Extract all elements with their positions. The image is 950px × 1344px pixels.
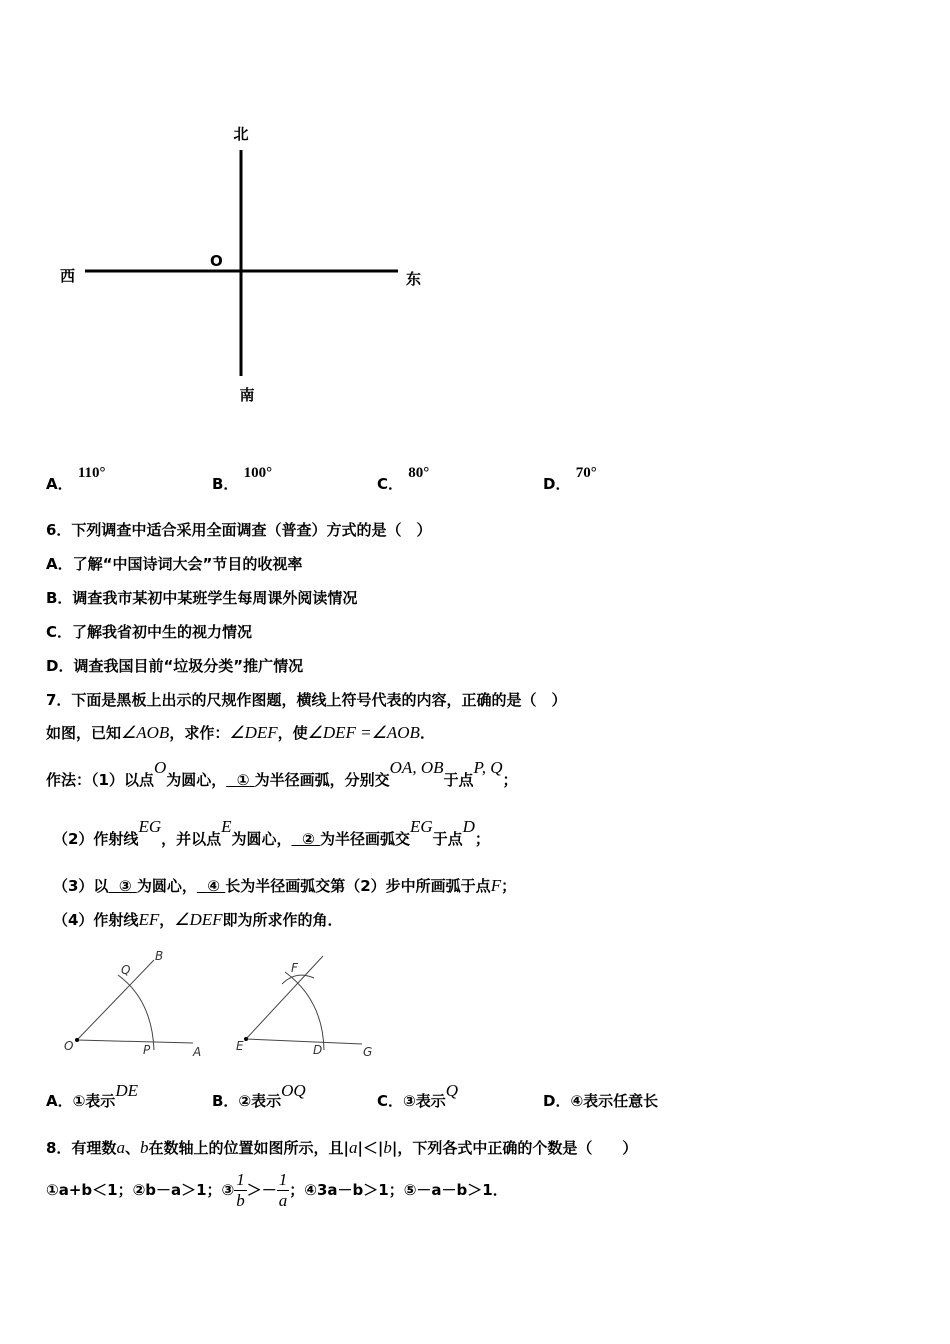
q6-option-c[interactable]: C．了解我省初中生的视力情况	[46, 623, 253, 641]
q5-option-b-value: 100°	[243, 465, 273, 481]
q7-option-a-math: DE	[115, 1081, 138, 1100]
q5-option-a[interactable]	[46, 461, 106, 493]
q7-s4-mid: ，	[159, 911, 175, 929]
q7-option-c[interactable]	[377, 1080, 458, 1110]
q7-s1-rays: OA, OB	[389, 758, 444, 777]
q7-target-angle: ∠DEF	[229, 723, 278, 742]
fig1-label-o: O	[64, 1039, 74, 1053]
q7-s2-ray2: EG	[409, 817, 433, 836]
ray-eg	[246, 1039, 362, 1044]
compass-figure	[0, 0, 950, 420]
q7-s4-angle: ∠DEF	[174, 910, 223, 929]
q7-s1-point-o: O	[153, 758, 167, 777]
q8-stem	[46, 1137, 637, 1158]
compass-origin-label: O	[210, 252, 223, 270]
q7-step1	[46, 757, 518, 789]
q8-items-rest: ；④3a－b＞1；⑤－a－b＞1．	[289, 1181, 508, 1199]
ray-oa	[77, 1040, 193, 1043]
fig1-label-b: B	[155, 949, 164, 963]
q8-stem-mid: 在数轴上的位置如图所示，且|	[148, 1139, 349, 1157]
q6-option-d[interactable]: D．调查我国目前“垃圾分类”推广情况	[46, 657, 304, 675]
arc-fd	[285, 972, 324, 1050]
q7-option-d[interactable]	[543, 1080, 659, 1110]
q5-option-d-label: D．	[543, 475, 571, 493]
q6-option-b[interactable]: B．调查我市某初中某班学生每周课外阅读情况	[46, 589, 358, 607]
q7-s3-blank2-symbol: ④	[207, 877, 220, 895]
q5-option-d[interactable]	[543, 461, 597, 493]
q7-s4-ray: EF	[138, 910, 160, 929]
q7-given-mid: ，求作：	[169, 724, 230, 742]
q7-s3-blank2	[197, 877, 225, 895]
q8-items-part1: ①a+b＜1；②b－a＞1；③	[46, 1181, 235, 1199]
q7-s1-blank-symbol: ①	[236, 771, 250, 789]
q7-given-angle: ∠AOB	[121, 723, 170, 742]
q7-s2-end: ；	[474, 830, 490, 848]
point-o-dot	[75, 1038, 79, 1042]
q7-s3-blank1-symbol: ③	[118, 877, 132, 895]
q7-given-pre: 如图，已知	[46, 724, 122, 742]
compass-east-label: 东	[406, 270, 422, 288]
q7-option-c-label: C．③表示	[377, 1092, 446, 1110]
q7-figure-aob	[64, 949, 201, 1059]
point-e-dot	[244, 1037, 248, 1041]
q5-option-b[interactable]	[212, 461, 273, 493]
q7-s2-blank	[292, 830, 320, 848]
q7-s3-end: ；	[501, 877, 517, 895]
q7-s1-mid: 为圆心，	[166, 771, 227, 789]
q6-stem: 6．下列调查中适合采用全面调查（普查）方式的是（ ）	[46, 521, 432, 539]
q7-s2-mid3: 为半径画弧交	[319, 830, 410, 848]
q8-var-a: a	[116, 1138, 125, 1157]
q5-option-d-value: 70°	[575, 465, 597, 481]
q7-s2-mid: ，并以点	[161, 830, 222, 848]
q7-figure-def	[236, 956, 372, 1059]
q8-fraction-1-over-b	[234, 1170, 247, 1211]
q7-s4-pre: （4）作射线	[53, 911, 139, 929]
q7-equation: ∠DEF =∠AOB	[307, 723, 420, 742]
q7-s1-mid3: 于点	[443, 771, 474, 789]
q7-s1-points: P, Q	[473, 758, 503, 777]
q7-s1-end: ；	[502, 771, 518, 789]
arc-pq	[118, 975, 154, 1050]
fig2-label-e: E	[236, 1039, 244, 1053]
q7-s3-blank1	[108, 877, 136, 895]
q7-given-mid2: ，使	[277, 724, 308, 742]
q5-option-b-label: B．	[212, 475, 239, 493]
q7-s2-point-d: D	[462, 817, 475, 836]
q7-s1-blank	[226, 771, 254, 789]
q7-s2-mid4: 于点	[432, 830, 463, 848]
q8-abs-a: a	[348, 1138, 358, 1157]
ray-ob	[77, 960, 154, 1040]
q5-option-a-value: 110°	[77, 465, 106, 481]
q8-frac2-num: 1	[278, 1170, 288, 1189]
fig2-label-f: F	[291, 961, 298, 975]
q7-option-a[interactable]	[46, 1080, 138, 1110]
q6-option-a[interactable]: A．了解“中国诗词大会”节目的收视率	[46, 555, 303, 573]
fig2-label-g: G	[363, 1045, 373, 1059]
q5-option-a-label: A．	[46, 475, 73, 493]
compass-south-label: 南	[239, 386, 255, 404]
q7-s2-pre: （2）作射线	[53, 830, 139, 848]
q7-s2-point-e: E	[221, 817, 232, 836]
q7-s2-blank-symbol: ②	[302, 830, 315, 848]
compass-west-label: 西	[60, 267, 76, 285]
q5-option-c[interactable]	[377, 461, 430, 493]
fig1-label-q: Q	[121, 963, 131, 977]
q7-option-c-math: Q	[445, 1081, 458, 1100]
fig1-label-a: A	[193, 1045, 202, 1059]
q8-sep: 、	[124, 1139, 140, 1157]
q7-s3-point-f: F	[490, 876, 502, 895]
q7-step2	[53, 816, 490, 848]
q7-s1-mid2: 为半径画弧，分别交	[254, 771, 390, 789]
q7-s1-pre: 作法：（1）以点	[46, 771, 154, 789]
q7-figures	[0, 940, 420, 1070]
fig1-label-p: P	[143, 1043, 151, 1057]
q7-s3-pre: （3）以	[53, 877, 109, 895]
q8-stem-mid2: |＜|	[357, 1139, 384, 1157]
q8-frac1-den: b	[236, 1191, 245, 1210]
q7-step4	[53, 909, 343, 930]
q8-frac2-den: a	[278, 1191, 288, 1210]
q8-stem-end: |，下列各式中正确的个数是（ ）	[391, 1139, 638, 1157]
q7-option-b-label: B．②表示	[212, 1092, 282, 1110]
q8-abs-b: b	[383, 1138, 392, 1157]
q7-given-line	[46, 722, 435, 743]
q7-given-end: ．	[419, 724, 435, 742]
q7-s2-ray: EG	[138, 817, 162, 836]
q8-items	[46, 1170, 508, 1211]
q5-option-c-value: 80°	[408, 465, 430, 481]
ray-ef	[246, 956, 323, 1039]
q8-gt: ＞－	[246, 1181, 277, 1199]
q8-var-b: b	[139, 1138, 149, 1157]
q8-fraction-1-over-a	[277, 1170, 290, 1211]
q7-s3-mid2: 长为半径画弧交第（2）步中所画弧于点	[225, 877, 491, 895]
q7-s3-mid: 为圆心，	[136, 877, 197, 895]
q7-s4-end: 即为所求作的角．	[222, 911, 343, 929]
q7-option-b-math: OQ	[281, 1081, 306, 1100]
compass-north-label: 北	[233, 125, 249, 143]
q7-option-b[interactable]	[212, 1080, 306, 1110]
q8-frac1-num: 1	[236, 1170, 245, 1189]
q7-s2-mid2: 为圆心，	[231, 830, 292, 848]
q7-option-a-label: A．①表示	[46, 1092, 116, 1110]
q7-stem: 7．下面是黑板上出示的尺规作图题，横线上符号代表的内容，正确的是（ ）	[46, 691, 567, 709]
q7-step3	[53, 875, 516, 896]
q7-option-d-label: D．④表示任意长	[543, 1092, 659, 1110]
fig2-label-d: D	[313, 1043, 323, 1057]
q8-stem-pre: 8．有理数	[46, 1139, 117, 1157]
q5-option-c-label: C．	[377, 475, 404, 493]
